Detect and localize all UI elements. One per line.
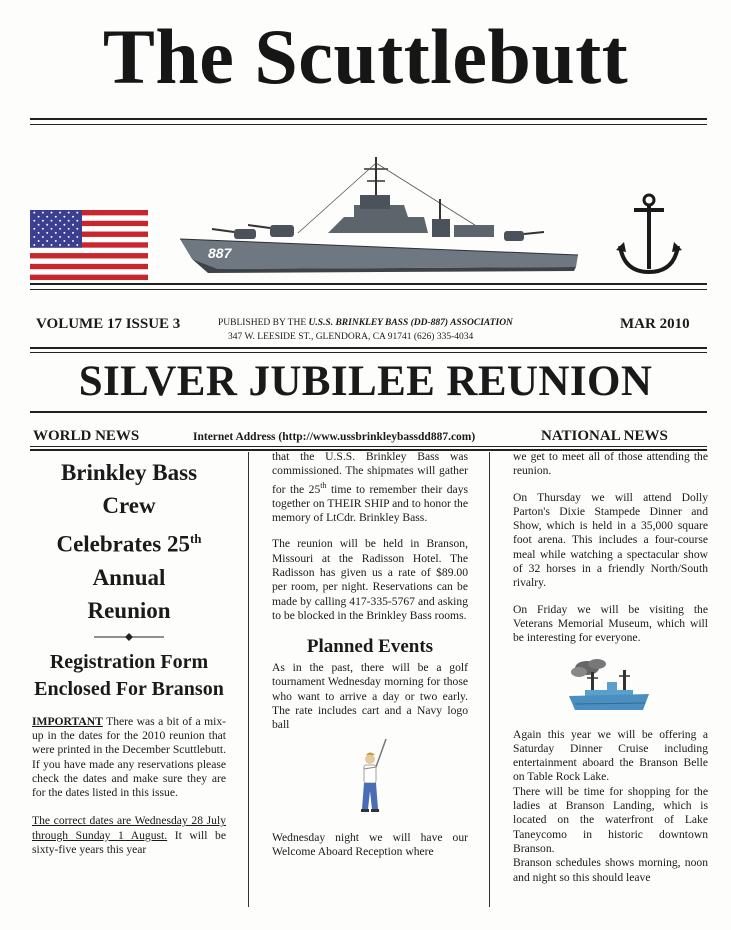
us-flag-icon [30,210,148,280]
flag-stripe [30,269,148,275]
flag-star [72,240,74,242]
flag-star [76,228,78,230]
article-title [32,456,226,627]
paragraph-text: It will be sixty-five years this year [32,828,226,857]
headline-rule [30,411,707,413]
paragraph: Wednesday night we will have our Welcome Aboard Reception where [272,830,468,858]
volume-issue: VOLUME 17 ISSUE 3 [36,316,181,332]
article-title-line: Brinkley Bass [60,460,198,485]
paragraph: we get to meet all of those attending the reunion. [513,450,708,478]
flag-star [51,228,53,230]
steamship-icon [567,658,651,716]
internet-address: Internet Address (http://www.ussbrinkleybassdd887.com) [193,431,476,443]
flag-stripe [30,253,148,259]
world-news-label: WORLD NEWS [33,428,140,444]
flag-star [55,232,57,234]
ordinal-suffix: th [320,480,327,490]
important-text: There was a bit of a mix-up in the dates for the 2010 reunion that were printed in the December Scuttlebutt. If you have made any reservations please check the dates and make sure they are for the dates listed in this issue. [32,714,226,800]
paragraph: On Friday we will be visiting the Veterans Memorial Museum, which will be interesting for everyone. [513,602,708,645]
flag-star [63,216,65,218]
flag-stripe [30,264,148,270]
flag-star [38,216,40,218]
column-divider [489,452,490,907]
important-notice [32,715,226,801]
divider-ornament-icon [94,633,164,641]
flag-star [59,236,61,238]
planned-events-heading: Planned Events [306,636,434,658]
flag-star [63,232,65,234]
golfer-icon [348,737,392,815]
column-1 [32,456,226,857]
association-address: 347 W. LEESIDE ST., GLENDORA, CA 91741 (626) 335-4034 [228,332,474,342]
flag-star [38,224,40,226]
ordinal-suffix: th [189,531,202,546]
column-3 [513,450,708,885]
flag-star [38,232,40,234]
paragraph: Again this year we will be offering a Saturday Dinner Cruise including entertainment aboard the Branson Belle on Table Rock Lake. [513,727,708,784]
article-title-line: Reunion [87,597,171,623]
paragraph [272,450,468,525]
flag-star [59,228,61,230]
hull-number: 887 [208,245,232,261]
flag-star [76,244,78,246]
flag-star [51,212,53,214]
flag-star [68,228,70,230]
article-subtitle: Registration Form Enclosed For Branson [34,650,224,700]
flag-star [55,240,57,242]
flag-star [63,240,65,242]
publisher-line [218,318,513,328]
column-2 [272,450,468,871]
flag-star [68,212,70,214]
correct-dates: The correct dates are Wednesday 28 July through Sunday 1 August. [32,814,226,842]
anchor-icon [614,192,684,282]
flag-star [42,228,44,230]
paragraph: Branson schedules shows morning, noon and night so this should leave [513,856,708,884]
issue-date: MAR 2010 [620,316,690,332]
flag-star [42,236,44,238]
paragraph-text: time to remember their days together on THEIR SHIP and to honor the memory of LtCdr. Brinkley Bass. [272,482,469,525]
art-rule-thick [30,283,707,285]
paragraph: There will be time for shopping for the ladies at Branson Landing, which is located on the waterfront of Lake Taneycomo in historic downtown Branson. [513,784,708,855]
masthead-title: The Scuttlebutt [102,13,629,100]
correct-dates-paragraph [32,814,226,857]
flag-star [46,216,48,218]
flag-star [42,220,44,222]
flag-star [72,224,74,226]
flag-star [59,212,61,214]
article-title-line: Annual [92,564,166,590]
article-title-line: Celebrates 25 [56,531,190,557]
paragraph: As in the past, there will be a golf tournament Wednesday morning for those who want to arrive a day or two early. The rate includes cart and a Navy logo ball [272,661,468,732]
flag-star [68,220,70,222]
flag-star [59,244,61,246]
flag-star [38,240,40,242]
flag-star [33,236,35,238]
flag-star [51,244,53,246]
flag-star [76,212,78,214]
flag-star [46,224,48,226]
paragraph: On Thursday we will attend Dolly Parton's Dixie Stampede Dinner and Show, which is held in a 35,000 square foot arena. This includes a four-course meal while watching a spectacular show of 32 horses in a friendly North/South rivalry. [513,490,708,590]
column-divider [248,452,249,907]
art-rule-thin [30,289,707,290]
paragraph-text: that the U.S.S. Brinkley Bass was commissioned. The shipmates will gather for the 25 [272,450,468,496]
flag-star [33,228,35,230]
flag-star [63,224,65,226]
flag-star [46,232,48,234]
flag-stripe [30,275,148,280]
headline: SILVER JUBILEE REUNION [78,358,653,405]
flag-star [59,220,61,222]
paragraph: The reunion will be held in Branson, Missouri at the Radisson Hotel. The Radisson has given us a rate of $89.00 per room, per night. Reservations can be made by calling 417-335-5767 and asking to be blocked in the Brinkley Bass rooms. [272,537,468,622]
flag-star [68,244,70,246]
flag-star [33,244,35,246]
association-name: U.S.S. BRINKLEY BASS (DD-887) ASSOCIATION [308,318,513,328]
flag-stripe [30,248,148,254]
article-title-line: Crew [102,493,156,518]
issue-rule-thick [30,347,707,349]
destroyer-ship-icon [178,155,580,277]
national-news-label: NATIONAL NEWS [541,428,668,444]
flag-star [42,212,44,214]
flag-stripe [30,258,148,264]
flag-star [42,244,44,246]
flag-star [55,216,57,218]
flag-star [68,236,70,238]
flag-star [76,236,78,238]
flag-star [51,236,53,238]
masthead-rule-thick [30,118,707,120]
masthead-rule-thin [30,124,707,125]
flag-star [72,216,74,218]
flag-star [33,220,35,222]
section-rule-thin [30,446,707,447]
flag-star [76,220,78,222]
flag-star [55,224,57,226]
flag-star [72,232,74,234]
important-label: IMPORTANT [32,714,103,728]
published-prefix: PUBLISHED BY THE [218,318,307,328]
flag-star [51,220,53,222]
flag-star [33,212,35,214]
flag-star [46,240,48,242]
